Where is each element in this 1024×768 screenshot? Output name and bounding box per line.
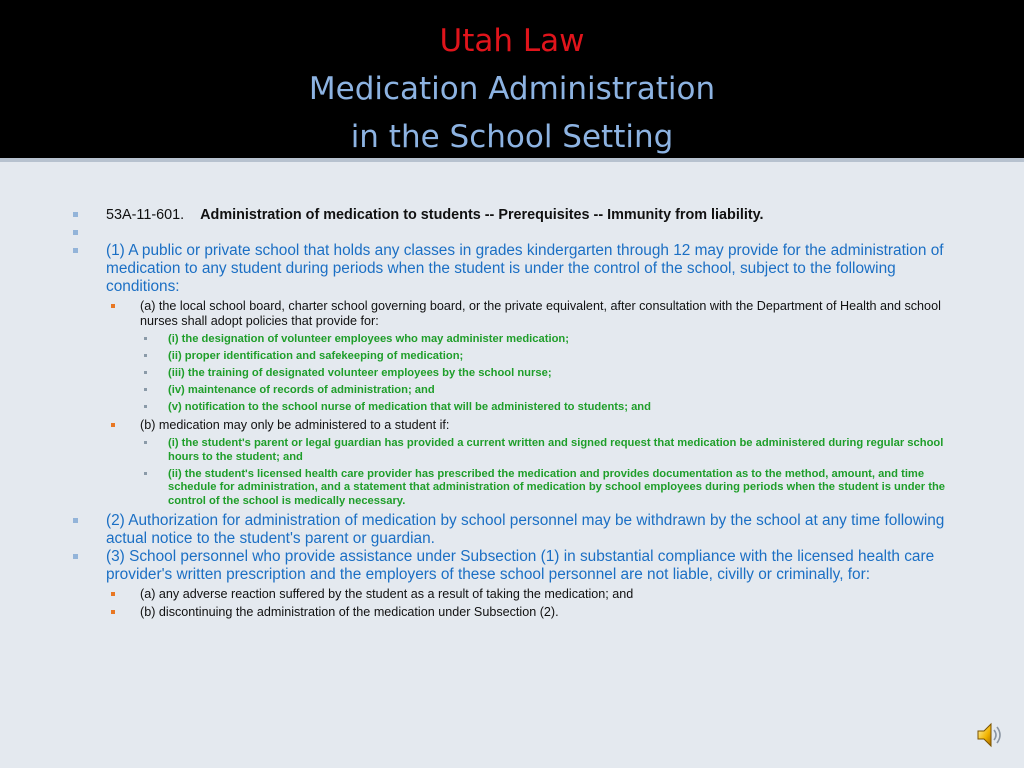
subsection-b-items xyxy=(140,437,960,508)
empty-bullet xyxy=(70,224,960,242)
list-item: (i) the student's parent or legal guardian has provided a current written and signed request that medication be administered during regular school hours to the student; and xyxy=(140,437,960,464)
subsection-a-text: (a) the local school board, charter school governing board, or the private equivalent, after consultation with the Department of Health and school nurses shall adopt policies that provide for: xyxy=(140,299,941,328)
paragraph-2-text: (2) Authorization for administration of medication by school personnel may be withdrawn by the school at any time following actual notice to the student's parent or guardian. xyxy=(106,511,945,547)
square-bullet-icon xyxy=(144,371,147,374)
slide-subtitle-line-2: in the School Setting xyxy=(350,119,674,155)
square-bullet-icon xyxy=(73,248,78,253)
paragraph-1 xyxy=(70,242,960,508)
paragraph-3-sublist xyxy=(106,587,960,620)
paragraph-1-sublist xyxy=(106,299,960,508)
statute-heading xyxy=(70,206,960,224)
subsection-a xyxy=(106,299,960,415)
list-item: (ii) proper identification and safekeeping of medication; xyxy=(140,350,960,364)
paragraph-3-text: (3) School personnel who provide assistance under Subsection (1) in substantial compliance with the licensed health care provider's written prescription and the employers of these school personnel are not liable, civilly or criminally, for: xyxy=(106,547,935,583)
square-bullet-icon xyxy=(144,405,147,408)
square-bullet-icon xyxy=(144,472,147,475)
speaker-icon[interactable] xyxy=(976,720,1004,750)
paragraph-2 xyxy=(70,512,960,548)
list-item: (iii) the training of designated volunteer employees by the school nurse; xyxy=(140,367,960,381)
list-item: (ii) the student's licensed health care provider has prescribed the medication and provides documentation as to the method, amount, and time schedule for administration, and a statement that administration of medication by school employees during periods when the student is under the control of the school is medically necessary. xyxy=(140,468,960,509)
square-bullet-icon xyxy=(144,337,147,340)
square-bullet-icon xyxy=(111,592,115,596)
paragraph-3 xyxy=(70,548,960,620)
speaker-icon-graphic xyxy=(976,720,1004,750)
slide-title: Utah Law xyxy=(439,23,585,59)
slide-body xyxy=(70,206,960,623)
subsection-b xyxy=(106,418,960,508)
paragraph-1-text: (1) A public or private school that holds any classes in grades kindergarten through 12 may provide for the administration of medication to any student during periods when the student is under the control of the school, subject to the following conditions: xyxy=(106,242,944,295)
square-bullet-icon xyxy=(111,423,115,427)
square-bullet-icon xyxy=(111,304,115,308)
list-item: (v) notification to the school nurse of medication that will be administered to students; and xyxy=(140,401,960,415)
statute-title: Administration of medication to students -- Prerequisites -- Immunity from liability. xyxy=(200,207,764,223)
square-bullet-icon xyxy=(144,388,147,391)
list-item: (b) discontinuing the administration of the medication under Subsection (2). xyxy=(106,605,960,620)
list-item: (a) any adverse reaction suffered by the student as a result of taking the medication; and xyxy=(106,587,960,602)
slide-subtitle-line-1: Medication Administration xyxy=(308,71,716,107)
bullet-list xyxy=(70,206,960,620)
square-bullet-icon xyxy=(73,230,78,235)
statute-code: 53A-11-601. xyxy=(106,207,185,223)
square-bullet-icon xyxy=(73,554,78,559)
subsection-a-items xyxy=(140,333,960,415)
square-bullet-icon xyxy=(73,518,78,523)
slide-title-bar xyxy=(0,0,1024,158)
title-divider xyxy=(0,158,1024,162)
square-bullet-icon xyxy=(73,212,78,217)
square-bullet-icon xyxy=(144,354,147,357)
subsection-b-text: (b) medication may only be administered to a student if: xyxy=(140,417,450,432)
list-item: (iv) maintenance of records of administration; and xyxy=(140,384,960,398)
list-item: (i) the designation of volunteer employees who may administer medication; xyxy=(140,333,960,347)
square-bullet-icon xyxy=(111,610,115,614)
square-bullet-icon xyxy=(144,441,147,444)
